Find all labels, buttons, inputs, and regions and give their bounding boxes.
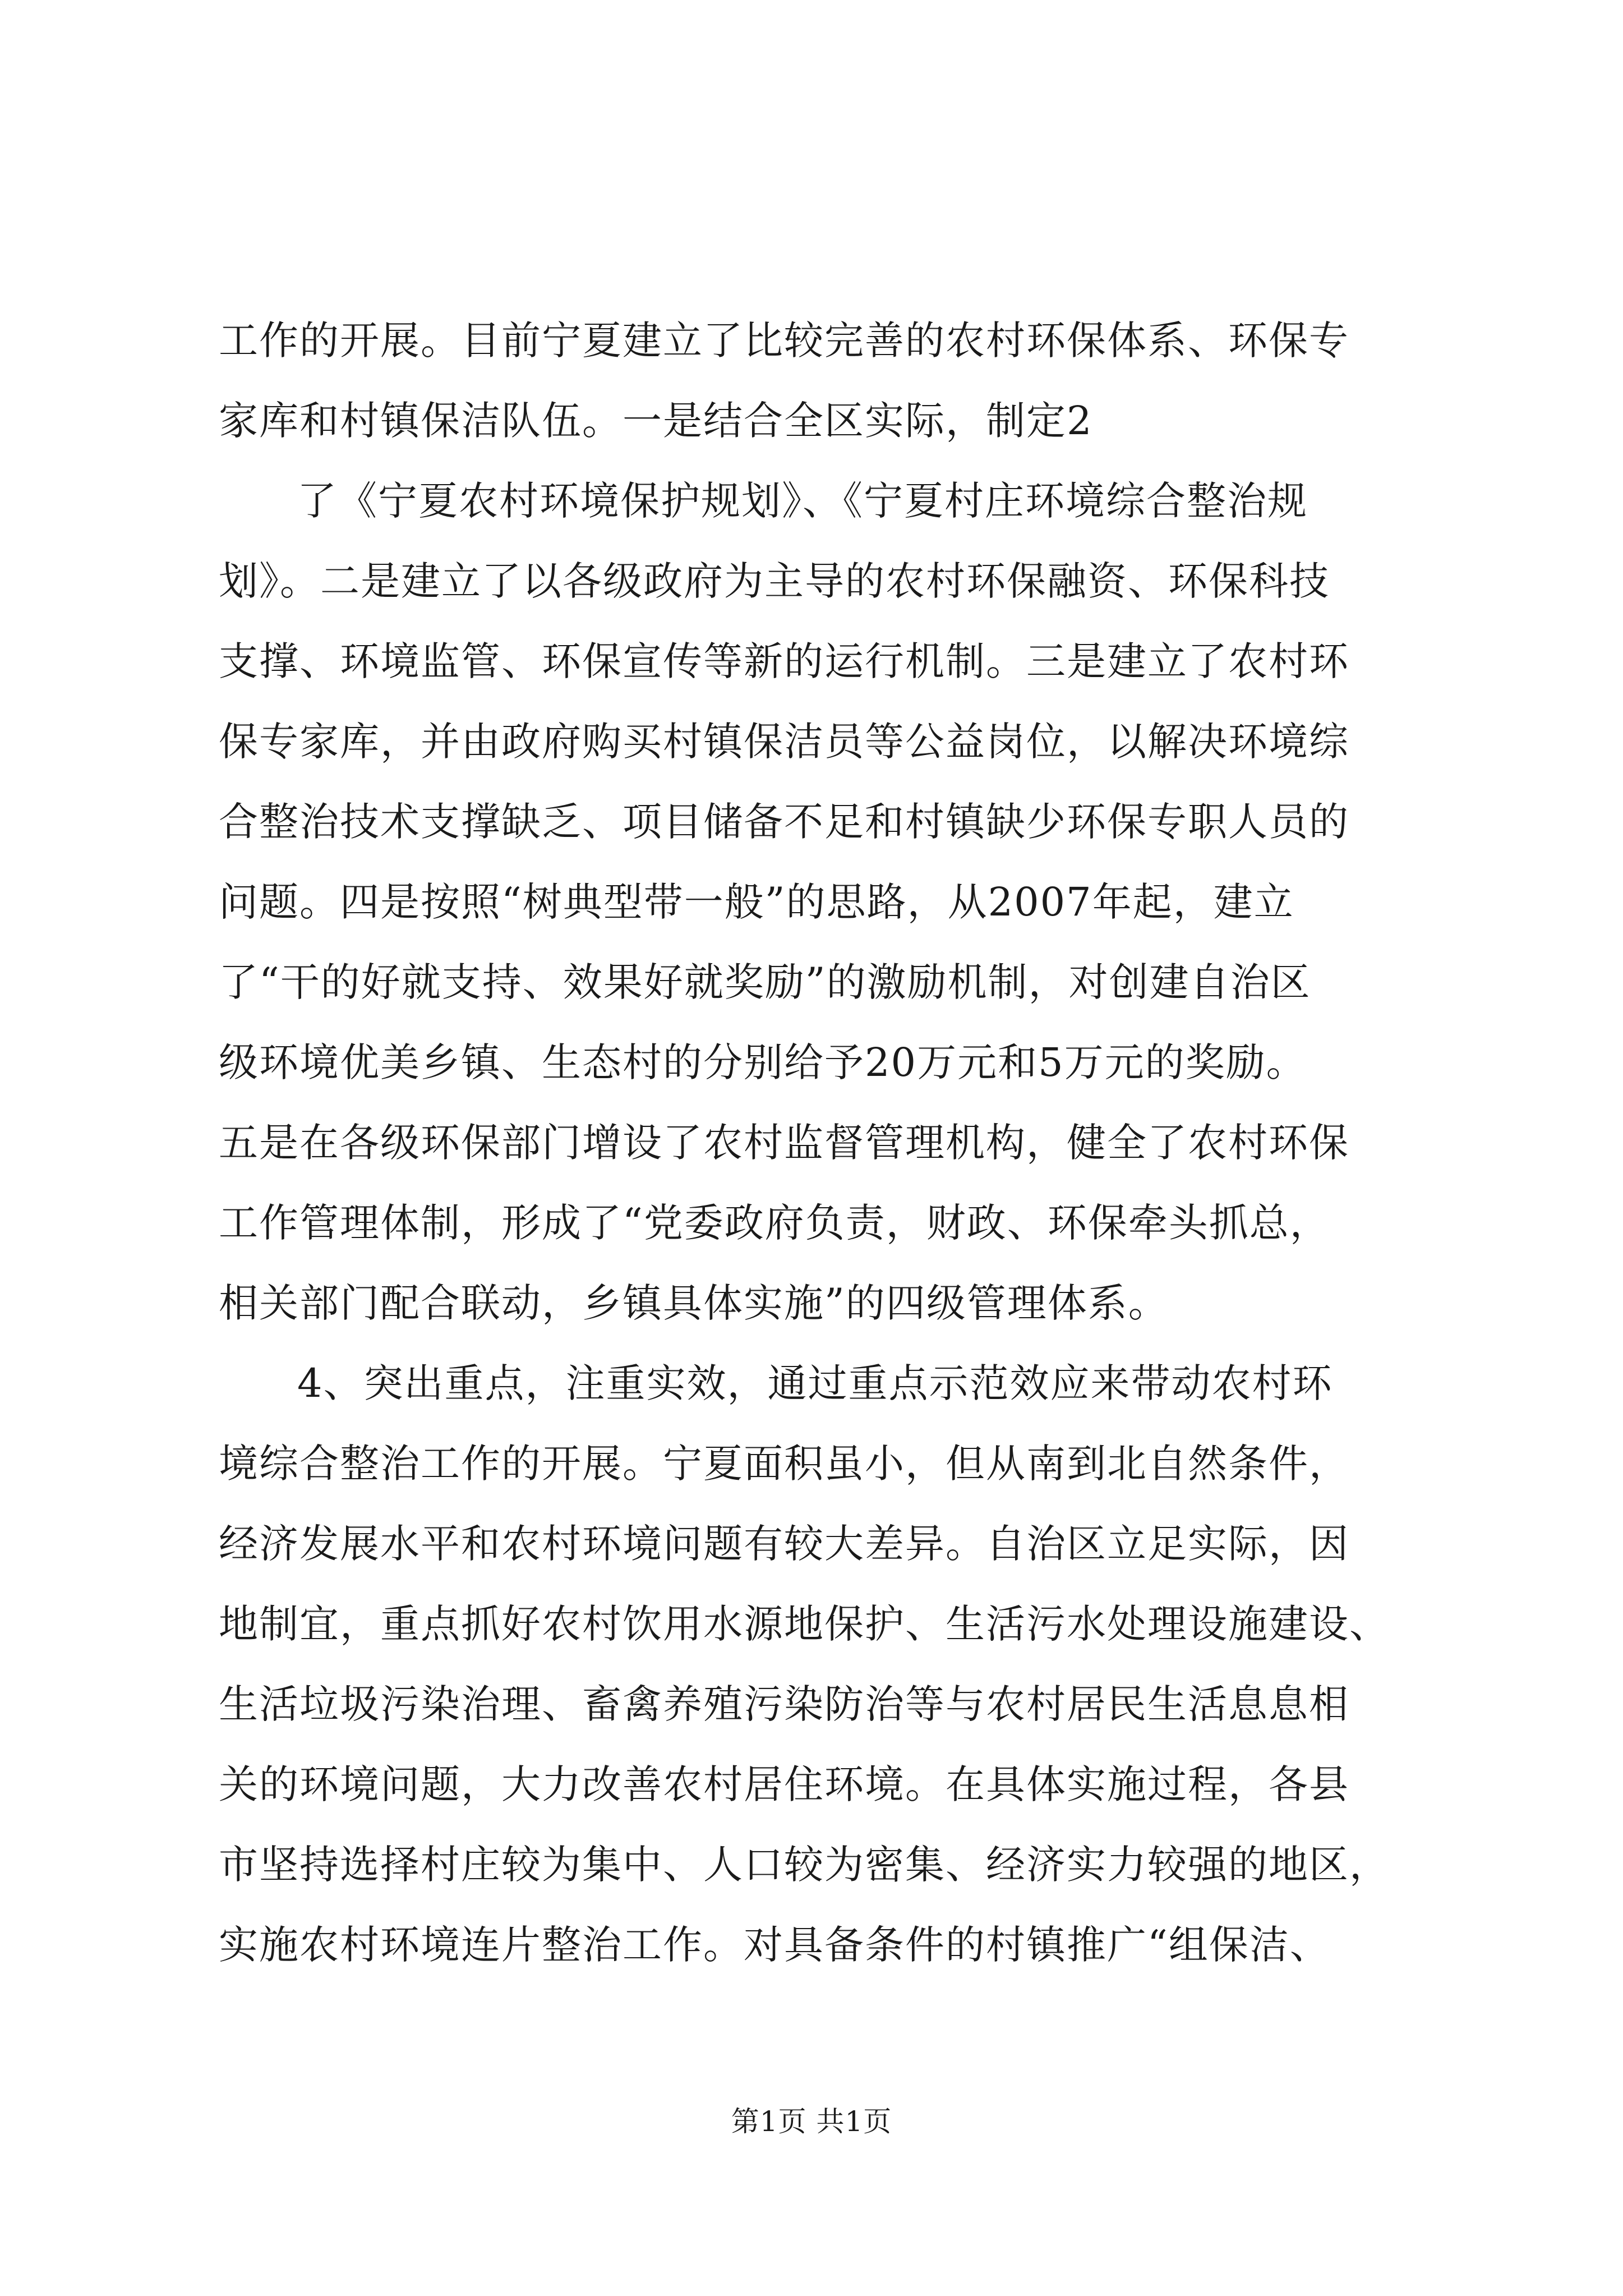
body-line: 级环境优美乡镇、生态村的分别给予20万元和5万元的奖励。: [219, 1039, 1307, 1085]
body-line: 了《宁夏农村环境保护规划》、《宁夏村庄环境综合整治规: [297, 478, 1308, 524]
body-line: 了“干的好就支持、效果好就奖励”的激励机制，对创建自治区: [219, 959, 1311, 1005]
body-line: 市坚持选择村庄较为集中、人口较为密集、经济实力较强的地区，: [219, 1842, 1390, 1888]
body-line: 工作的开展。目前宁夏建立了比较完善的农村环保体系、环保专: [219, 318, 1349, 364]
document-body: [219, 301, 1416, 1985]
body-line: 家库和村镇保洁队伍。一是结合全区实际，制定2: [219, 398, 1093, 444]
body-line: 划》。二是建立了以各级政府为主导的农村环保融资、环保科技: [219, 558, 1330, 604]
body-line: 实施农村环境连片整治工作。对具备条件的村镇推广“组保洁、: [219, 1922, 1330, 1968]
body-line: 合整治技术支撑缺乏、项目储备不足和村镇缺少环保专职人员的: [219, 799, 1349, 845]
body-line: 经济发展水平和农村环境问题有较大差异。自治区立足实际，因: [219, 1521, 1349, 1567]
body-line: 生活垃圾污染治理、畜禽养殖污染防治等与农村居民生活息息相: [219, 1681, 1349, 1727]
body-line: 相关部门配合联动，乡镇具体实施”的四级管理体系。: [219, 1280, 1169, 1326]
page-number-footer: 第1页 共1页: [731, 2105, 892, 2138]
body-line: 问题。四是按照“树典型带一般”的思路，从2007年起，建立: [219, 879, 1294, 925]
body-line: 支撑、环境监管、环保宣传等新的运行机制。三是建立了农村环: [219, 638, 1349, 684]
body-line: 境综合整治工作的开展。宁夏面积虽小，但从南到北自然条件，: [219, 1441, 1349, 1487]
body-line: 保专家库，并由政府购买村镇保洁员等公益岗位，以解决环境综: [219, 719, 1349, 765]
body-line: 4、突出重点，注重实效，通过重点示范效应来带动农村环: [297, 1360, 1333, 1406]
body-line: 工作管理体制，形成了“党委政府负责，财政、环保牵头抓总，: [219, 1200, 1330, 1246]
body-line: 关的环境问题，大力改善农村居住环境。在具体实施过程，各县: [219, 1761, 1349, 1807]
body-line: 地制宜，重点抓好农村饮用水源地保护、生活污水处理设施建设、: [219, 1601, 1390, 1647]
body-line: 五是在各级环保部门增设了农村监督管理机构，健全了农村环保: [219, 1120, 1349, 1166]
